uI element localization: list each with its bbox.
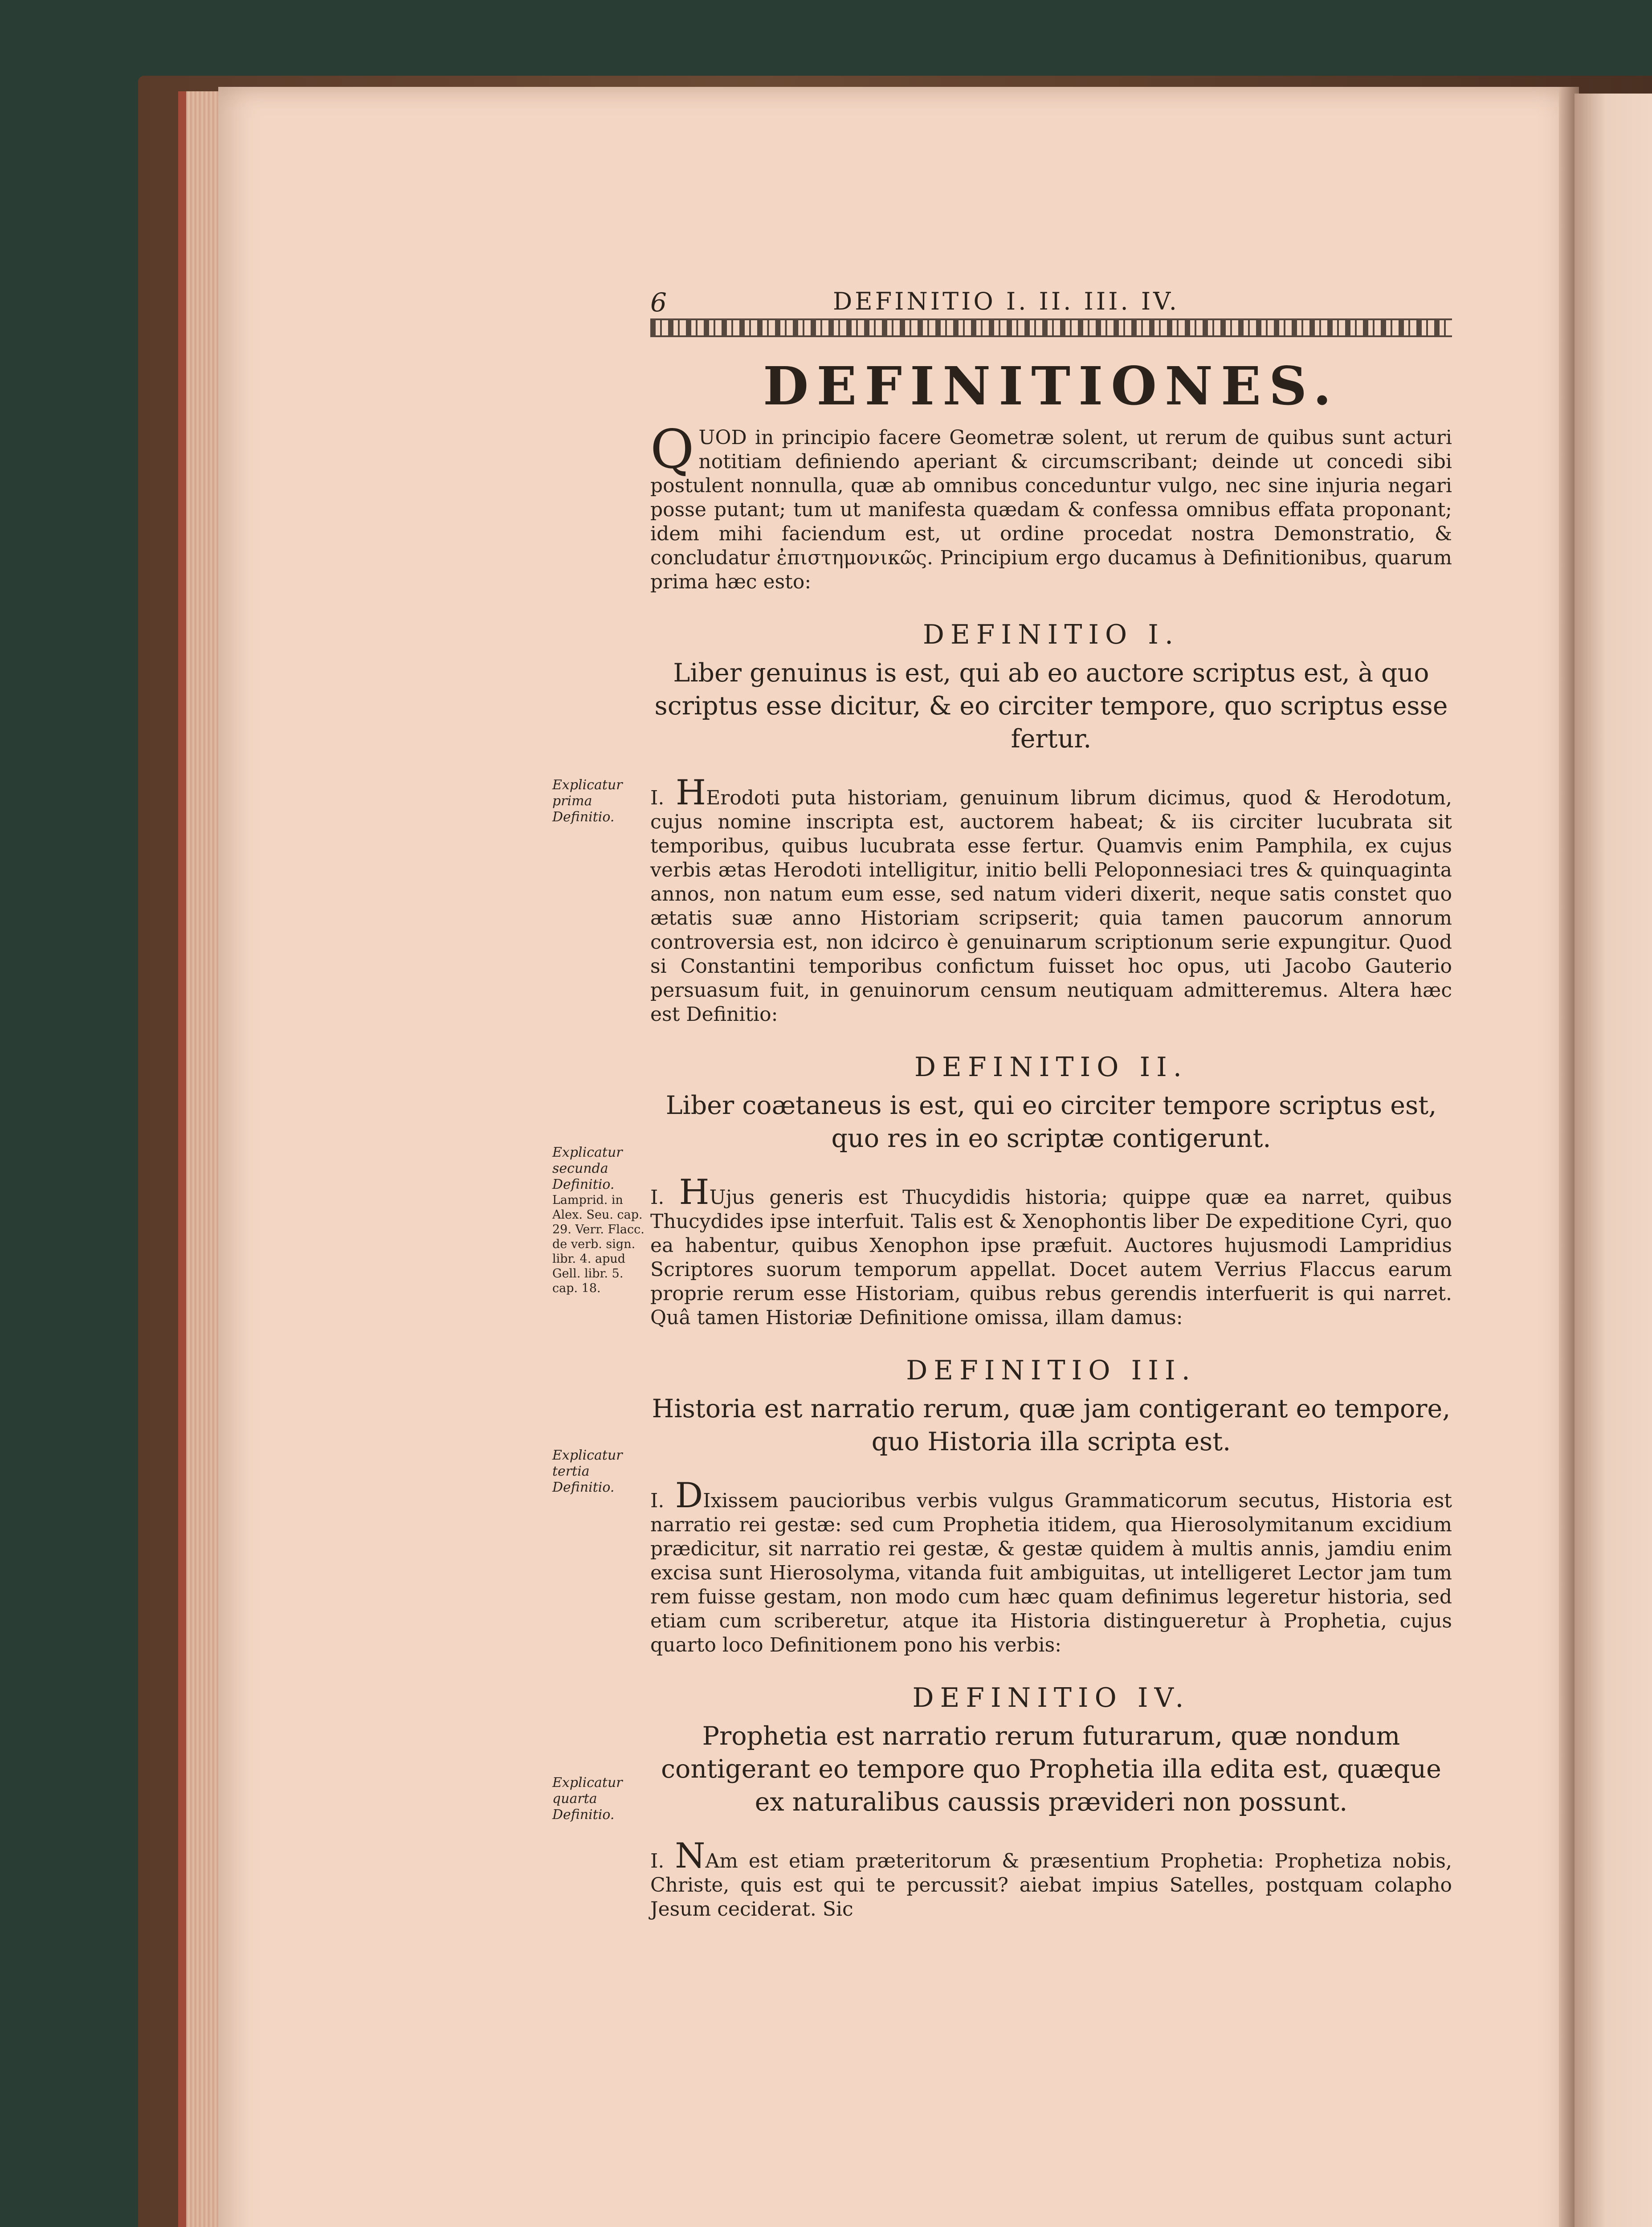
- drop-cap: H: [679, 1172, 710, 1212]
- definition-3-heading: DEFINITIO III.: [906, 1355, 1196, 1386]
- explanation-text: Ujus generis est Thucydidis historia; quippe quæ ea narret, quibus Thucydides ipse interfuit. Talis est & Xenophontis liber De expeditione Cyri, quo ea habentur, quibus Xenophon ipse præfuit. Auctores hujusmodi Lampridius Scriptores suorum temporum appellat. Docet autem Verrius Flaccus earum proprie rerum esse Historiam, quibus rebus gerendis interfuerit is qui narret. Quâ tamen Historiæ Definitione omissa, illam damus:: [650, 1186, 1452, 1329]
- definition-1-statement: Liber genuinus is est, qui ab eo auctore scriptus est, à quo scriptus esse dicitur, & eo circiter tempore, quo scriptus esse fertur.: [654, 658, 1448, 754]
- explanation-text: Am est etiam præteritorum & præsentium Prophetia: Prophetiza nobis, Christe, quis est qui te percussit? aiebat impius Satelles, postquam colapho Jesum ceciderat. Sic: [650, 1850, 1452, 1921]
- running-head: DEFINITIO I. II. III. IV.: [833, 287, 1179, 315]
- ornamental-band: [650, 318, 1452, 337]
- paragraph-number: I.: [650, 1489, 665, 1512]
- explanation-text: Erodoti puta historiam, genuinum librum dicimus, quod & Herodotum, cujus nomine inscripta est, auctorem habeat; & iis circiter lucubrata sit temporibus, quibus lucubrata esse fertur. Quamvis enim Pamphila, ex cujus verbis ætas Herodoti intelligitur, initio belli Peloponnesiaci tres & quinquaginta annos, non natum eum esse, sed natum videri dixerit, neque satis constet quo ætatis suæ anno Historiam scripserit; quia tamen paucorum annorum controversia est, non idcirco è genuinarum scriptionum serie expungitur. Quod si Constantini temporibus confictum fuisset hoc opus, uti Jacobo Gauterio persuasum fuit, in genuinorum censum neutiquam admitteremus. Altera hæc est Definitio:: [650, 787, 1452, 1026]
- page-title: DEFINITIONES.: [763, 355, 1339, 417]
- page-header: [650, 287, 1452, 318]
- definition-4-heading: DEFINITIO IV.: [912, 1682, 1190, 1713]
- drop-cap: Q: [650, 419, 694, 481]
- margin-note-text: Explicatur tertia Definitio.: [552, 1448, 623, 1495]
- drop-cap: H: [676, 773, 706, 813]
- drop-cap: N: [675, 1836, 706, 1876]
- drop-cap: D: [675, 1476, 703, 1516]
- intro-paragraph: [650, 419, 1452, 594]
- margin-note-2: [552, 1145, 650, 1296]
- definition-4-statement: Prophetia est narratio rerum futurarum, quæ nondum contigerant eo tempore quo Prophetia illa edita est, quæque ex naturalibus caussis prævideri non possunt.: [661, 1721, 1441, 1817]
- facing-page-edge: [1574, 94, 1652, 2227]
- intro-text: UOD in principio facere Geometræ solent, ut rerum de quibus sunt acturi notitiam definiendo aperiant & circumscribant; deinde ut concedi sibi postulent nonnulla, quæ ab omnibus conceduntur vulgo, nec sine injuria negari posse putant; tum ut manifesta quædam & confessa omnibus effata proponant; idem mihi faciendum est, ut ordine procedat nostra Demonstratio, & concludatur ἐπιστημονικῶς. Principium ergo ducamus à Definitionibus, quarum prima hæc esto:: [650, 426, 1452, 593]
- definition-2-statement: Liber coætaneus is est, qui eo circiter tempore scriptus est, quo res in eo scriptæ contigerunt.: [665, 1091, 1437, 1153]
- paragraph-number: I.: [650, 1850, 665, 1872]
- margin-note-text: Explicatur quarta Definitio.: [552, 1775, 623, 1823]
- paragraph-number: I.: [650, 1186, 665, 1209]
- definition-2-explanation: [650, 1172, 1452, 1330]
- definition-4-explanation: [650, 1836, 1452, 1921]
- margin-note-references: Lamprid. in Alex. Seu. cap. 29. Verr. Flacc. de verb. sign. libr. 4. apud Gell. libr. 5. cap. 18.: [552, 1193, 644, 1295]
- definition-3-explanation: [650, 1476, 1452, 1657]
- margin-note-3: [552, 1448, 650, 1496]
- margin-note-text: Explicatur secunda Definitio.: [552, 1145, 623, 1192]
- margin-note-4: [552, 1775, 650, 1823]
- margin-note-text: Explicatur prima Definitio.: [552, 777, 623, 825]
- definition-2-heading: DEFINITIO II.: [914, 1052, 1188, 1083]
- definition-3-statement: Historia est narratio rerum, quæ jam contigerant eo tempore, quo Historia illa scripta est.: [652, 1394, 1451, 1456]
- explanation-text: Ixissem paucioribus verbis vulgus Grammaticorum secutus, Historia est narratio rei gestæ: sed cum Prophetia itidem, qua Hierosolymitanum excidium prædicitur, sit narratio rei gestæ, & gestæ quidem à multis annis, jamdiu enim excisa sunt Hierosolyma, vitanda fuit ambiguitas, ut intelligeret Lector jam tum rem fuisse gestam, non modo cum hæc quam definimus legeretur historia, sed etiam cum scriberetur, atque ita Historia distingueretur à Prophetia, cujus quarto loco Definitionem pono his verbis:: [650, 1489, 1452, 1656]
- definition-1-heading: DEFINITIO I.: [922, 619, 1180, 650]
- page-number: 6: [650, 287, 667, 318]
- paragraph-number: I.: [650, 787, 665, 809]
- text-block: [650, 287, 1452, 1921]
- definition-1-explanation: [650, 773, 1452, 1027]
- margin-note-1: [552, 777, 650, 825]
